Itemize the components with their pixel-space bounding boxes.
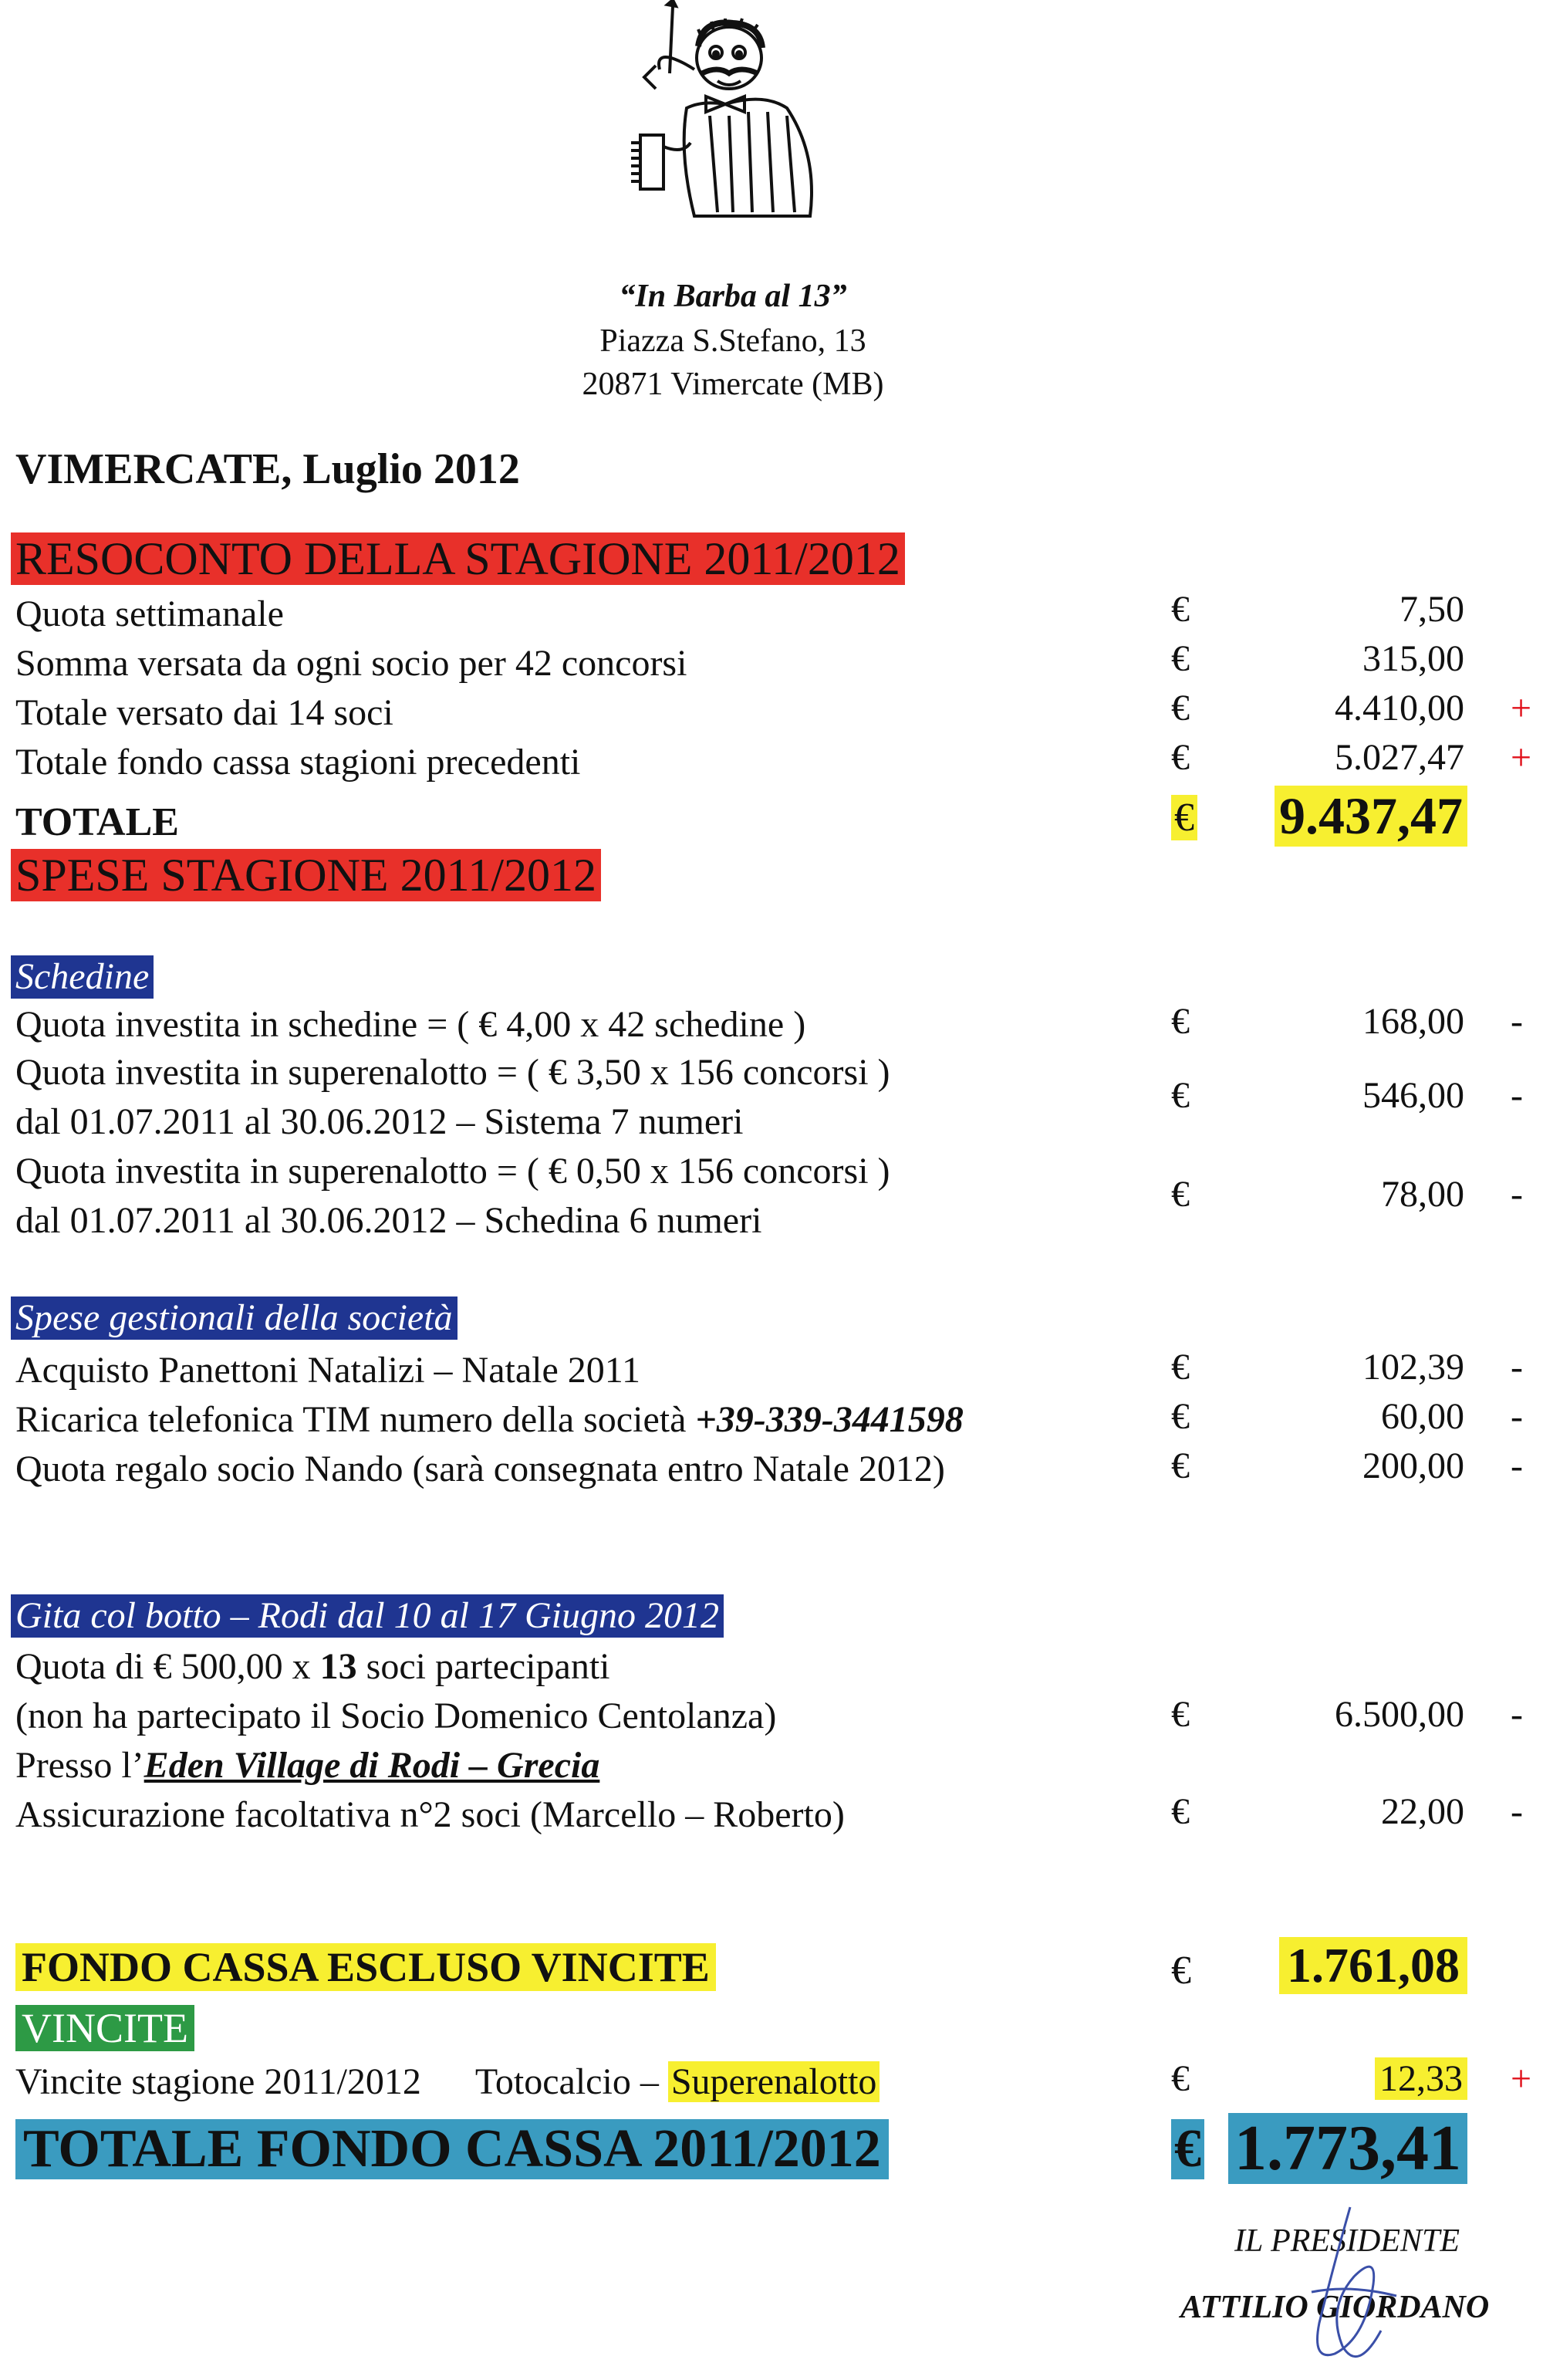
euro-sign: € — [1171, 2058, 1190, 2099]
totale-fondo-amount: 1.773,41 — [1228, 2113, 1467, 2184]
quota-settimanale-amount: 7,50 — [1400, 589, 1464, 630]
place-date: VIMERCATE, Luglio 2012 — [15, 445, 520, 493]
minus-sign: - — [1511, 1174, 1523, 1215]
gita-location-prefix: Presso l’ — [15, 1745, 144, 1786]
fondo-label: FONDO CASSA ESCLUSO VINCITE — [15, 1943, 716, 1991]
minus-sign: - — [1511, 1396, 1523, 1437]
gita-quota-text: Quota di € 500,00 x — [15, 1646, 320, 1687]
totale-fondo-label: TOTALE FONDO CASSA 2011/2012 — [15, 2119, 889, 2179]
euro-sign: € — [1171, 1075, 1190, 1116]
euro-sign: € — [1171, 1347, 1190, 1388]
superenalotto-sistema-label: Quota investita in superenalotto = ( € 3,50 x 156 concorsi ) — [15, 1052, 890, 1093]
quota-settimanale-label: Quota settimanale — [15, 593, 284, 634]
totale-versato-amount: 4.410,00 — [1335, 688, 1464, 729]
regalo-label: Quota regalo socio Nando (sarà consegnata entro Natale 2012) — [15, 1449, 945, 1489]
euro-sign: € — [1171, 2119, 1204, 2179]
totale-amount: 9.437,47 — [1275, 786, 1467, 847]
plus-sign: + — [1511, 737, 1532, 778]
panettoni-label: Acquisto Panettoni Natalizi – Natale 2011 — [15, 1350, 641, 1391]
gita-location: Eden Village di Rodi – Grecia — [143, 1745, 600, 1786]
totale-label: TOTALE — [15, 800, 179, 844]
superenalotto-schedina-period: dal 01.07.2011 al 30.06.2012 – Schedina 6 numeri — [15, 1200, 762, 1241]
gita-quota-line — [15, 1645, 610, 1688]
regalo-amount: 200,00 — [1362, 1445, 1464, 1486]
handwritten-signature — [1281, 2192, 1420, 2377]
euro-sign: € — [1171, 1694, 1190, 1735]
address-city: 20871 Vimercate (MB) — [582, 367, 884, 402]
ricarica-text: Ricarica telefonica TIM numero della società — [15, 1399, 687, 1440]
ricarica-label — [15, 1398, 964, 1441]
spese-title: SPESE STAGIONE 2011/2012 — [11, 849, 601, 901]
minus-sign: - — [1511, 1075, 1523, 1116]
euro-sign: € — [1171, 1001, 1190, 1042]
minus-sign: - — [1511, 1791, 1523, 1832]
assicurazione-label: Assicurazione facoltativa n°2 soci (Marcello – Roberto) — [15, 1794, 845, 1835]
address-street: Piazza S.Stefano, 13 — [599, 323, 866, 359]
euro-sign: € — [1171, 1445, 1190, 1486]
somma-versata-label: Somma versata da ogni socio per 42 concorsi — [15, 643, 687, 684]
totale-versato-label: Totale versato dai 14 soci — [15, 692, 393, 733]
barber-logo — [625, 0, 833, 232]
gita-title: Gita col botto – Rodi dal 10 al 17 Giugno 2012 — [11, 1594, 724, 1638]
fondo-precedenti-label: Totale fondo cassa stagioni precedenti — [15, 742, 581, 783]
euro-sign: € — [1171, 1174, 1190, 1215]
signature-name: ATTILIO GIORDANO — [1180, 2290, 1490, 2325]
euro-sign: € — [1171, 688, 1190, 729]
ricarica-amount: 60,00 — [1381, 1396, 1464, 1437]
euro-sign: € — [1171, 737, 1190, 778]
plus-sign: + — [1511, 688, 1532, 729]
gita-soci-count: 13 — [319, 1646, 357, 1687]
minus-sign: - — [1511, 1347, 1523, 1388]
euro-sign: € — [1171, 795, 1197, 840]
plus-sign: + — [1511, 2058, 1532, 2099]
vincite-line — [15, 2061, 880, 2103]
signature-role: IL PRESIDENTE — [1234, 2223, 1460, 2259]
panettoni-amount: 102,39 — [1362, 1347, 1464, 1388]
assicurazione-amount: 22,00 — [1381, 1791, 1464, 1832]
superenalotto-sistema-amount: 546,00 — [1362, 1075, 1464, 1116]
phone-number: +39-339-3441598 — [695, 1399, 964, 1440]
euro-sign: € — [1171, 1396, 1190, 1437]
superenalotto-schedina-label: Quota investita in superenalotto = ( € 0,50 x 156 concorsi ) — [15, 1151, 890, 1192]
somma-versata-amount: 315,00 — [1362, 638, 1464, 679]
vincite-title: VINCITE — [15, 2005, 194, 2051]
gita-amount: 6.500,00 — [1335, 1694, 1464, 1735]
gestionali-title: Spese gestionali della società — [11, 1296, 457, 1340]
euro-sign: € — [1171, 589, 1190, 630]
superenalotto-schedina-amount: 78,00 — [1381, 1174, 1464, 1215]
euro-sign: € — [1171, 638, 1190, 679]
fondo-precedenti-amount: 5.027,47 — [1335, 737, 1464, 778]
schedine-title: Schedine — [11, 955, 154, 999]
euro-sign: € — [1171, 1791, 1190, 1832]
vincite-superenalotto: Superenalotto — [668, 2061, 880, 2102]
club-name: “In Barba al 13” — [619, 279, 847, 314]
schedine-quota-label: Quota investita in schedine = ( € 4,00 x 42 schedine ) — [15, 1004, 806, 1045]
gita-quota-suffix: soci partecipanti — [356, 1646, 610, 1687]
euro-sign: € — [1171, 1949, 1191, 1993]
gita-location-line — [15, 1744, 599, 1787]
fondo-amount: 1.761,08 — [1279, 1937, 1467, 1994]
superenalotto-sistema-period: dal 01.07.2011 al 30.06.2012 – Sistema 7 numeri — [15, 1101, 744, 1142]
vincite-stagione: Vincite stagione 2011/2012 — [15, 2061, 421, 2102]
vincite-amount: 12,33 — [1375, 2057, 1467, 2100]
minus-sign: - — [1511, 1445, 1523, 1486]
minus-sign: - — [1511, 1001, 1523, 1042]
minus-sign: - — [1511, 1694, 1523, 1735]
schedine-quota-amount: 168,00 — [1362, 1001, 1464, 1042]
gita-note: (non ha partecipato il Socio Domenico Centolanza) — [15, 1695, 777, 1736]
vincite-totocalcio: Totocalcio – — [474, 2061, 668, 2102]
resoconto-title: RESOCONTO DELLA STAGIONE 2011/2012 — [11, 532, 905, 585]
